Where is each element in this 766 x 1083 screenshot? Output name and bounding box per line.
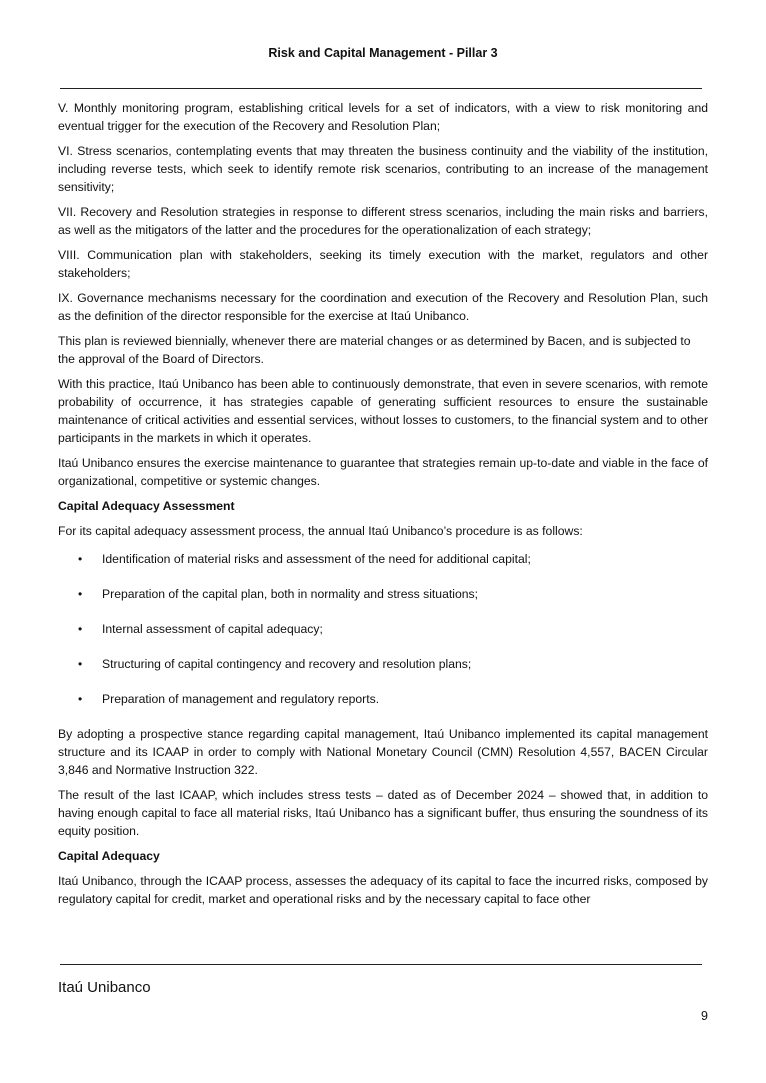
document-body [58,99,708,915]
footer-brand: Itaú Unibanco [58,979,151,996]
list-item-text: Structuring of capital contingency and recovery and resolution plans; [102,657,472,671]
paragraph-item-vi: VI. Stress scenarios, contemplating events that may threaten the business continuity and the viability of the institution, including reverse tests, which seek to identify remote risk scenarios, contributing to an increase of the management sensitivity; [58,144,708,194]
paragraph-assessment-intro: For its capital adequacy assessment process, the annual Itaú Unibanco’s procedure is as follows: [58,524,583,538]
list-item-text: Preparation of management and regulatory reports. [102,692,380,706]
bullet-icon: • [78,692,83,706]
bullet-icon: • [78,622,83,636]
paragraph-item-ix: IX. Governance mechanisms necessary for the coordination and execution of the Recovery and Resolution Plan, such as the definition of the director responsible for the exercise at Itaú Unibanco. [58,291,708,323]
paragraph-item-vii: VII. Recovery and Resolution strategies in response to different stress scenarios, including the main risks and barriers, as well as the mitigators of the latter and the procedures for the operationalization of each strategy; [58,205,708,237]
list-item [58,550,708,568]
assessment-procedure-list [58,550,708,708]
list-item [58,585,708,603]
paragraph-icaap-result: The result of the last ICAAP, which includes stress tests – dated as of December 2024 – showed that, in addition to having enough capital to face all material risks, Itaú Unibanco has a significant buffer, thus ensuring the soundness of its equity position. [58,788,708,838]
list-item-text: Preparation of the capital plan, both in normality and stress situations; [102,587,478,601]
header-divider [60,88,702,89]
paragraph-capital-adequacy: Itaú Unibanco, through the ICAAP process, assesses the adequacy of its capital to face the incurred risks, composed by regulatory capital for credit, market and operational risks and by the necessary capital to face other [58,874,708,906]
paragraph-prospective-stance: By adopting a prospective stance regarding capital management, Itaú Unibanco implemented its capital management structure and its ICAAP in order to comply with National Monetary Council (CMN) Resolution 4,557, BACEN Circular 3,846 and Normative Instruction 322. [58,727,708,777]
list-item [58,620,708,638]
paragraph-exercise-maintenance: Itaú Unibanco ensures the exercise maintenance to guarantee that strategies remain up-to-date and viable in the face of organizational, competitive or systemic changes. [58,456,708,488]
section-heading-capital-adequacy: Capital Adequacy [58,849,160,863]
list-item [58,690,708,708]
list-item-text: Identification of material risks and assessment of the need for additional capital; [102,552,531,566]
footer-divider [60,964,702,965]
list-item-text: Internal assessment of capital adequacy; [102,622,323,636]
section-heading-capital-adequacy-assessment: Capital Adequacy Assessment [58,499,235,513]
bullet-icon: • [78,587,83,601]
bullet-icon: • [78,657,83,671]
page-header-title: Risk and Capital Management - Pillar 3 [268,46,498,60]
paragraph-item-v: V. Monthly monitoring program, establishing critical levels for a set of indicators, with a view to risk monitoring and eventual trigger for the execution of the Recovery and Resolution Plan; [58,101,708,133]
list-item [58,655,708,673]
paragraph-practice: With this practice, Itaú Unibanco has been able to continuously demonstrate, that even in severe scenarios, with remote probability of occurrence, it has strategies capable of generating sufficient resources to ensure the sustainable maintenance of critical activities and essential services, without losses to customers, to the financial system and to other participants in the markets in which it operates. [58,377,708,445]
page-number: 9 [701,1009,708,1023]
bullet-icon: • [78,552,83,566]
paragraph-plan-review: This plan is reviewed biennially, whenever there are material changes or as determined by Bacen, and is subjected to the approval of the Board of Directors. [58,334,691,366]
paragraph-item-viii: VIII. Communication plan with stakeholders, seeking its timely execution with the market, regulators and other stakeholders; [58,248,708,280]
